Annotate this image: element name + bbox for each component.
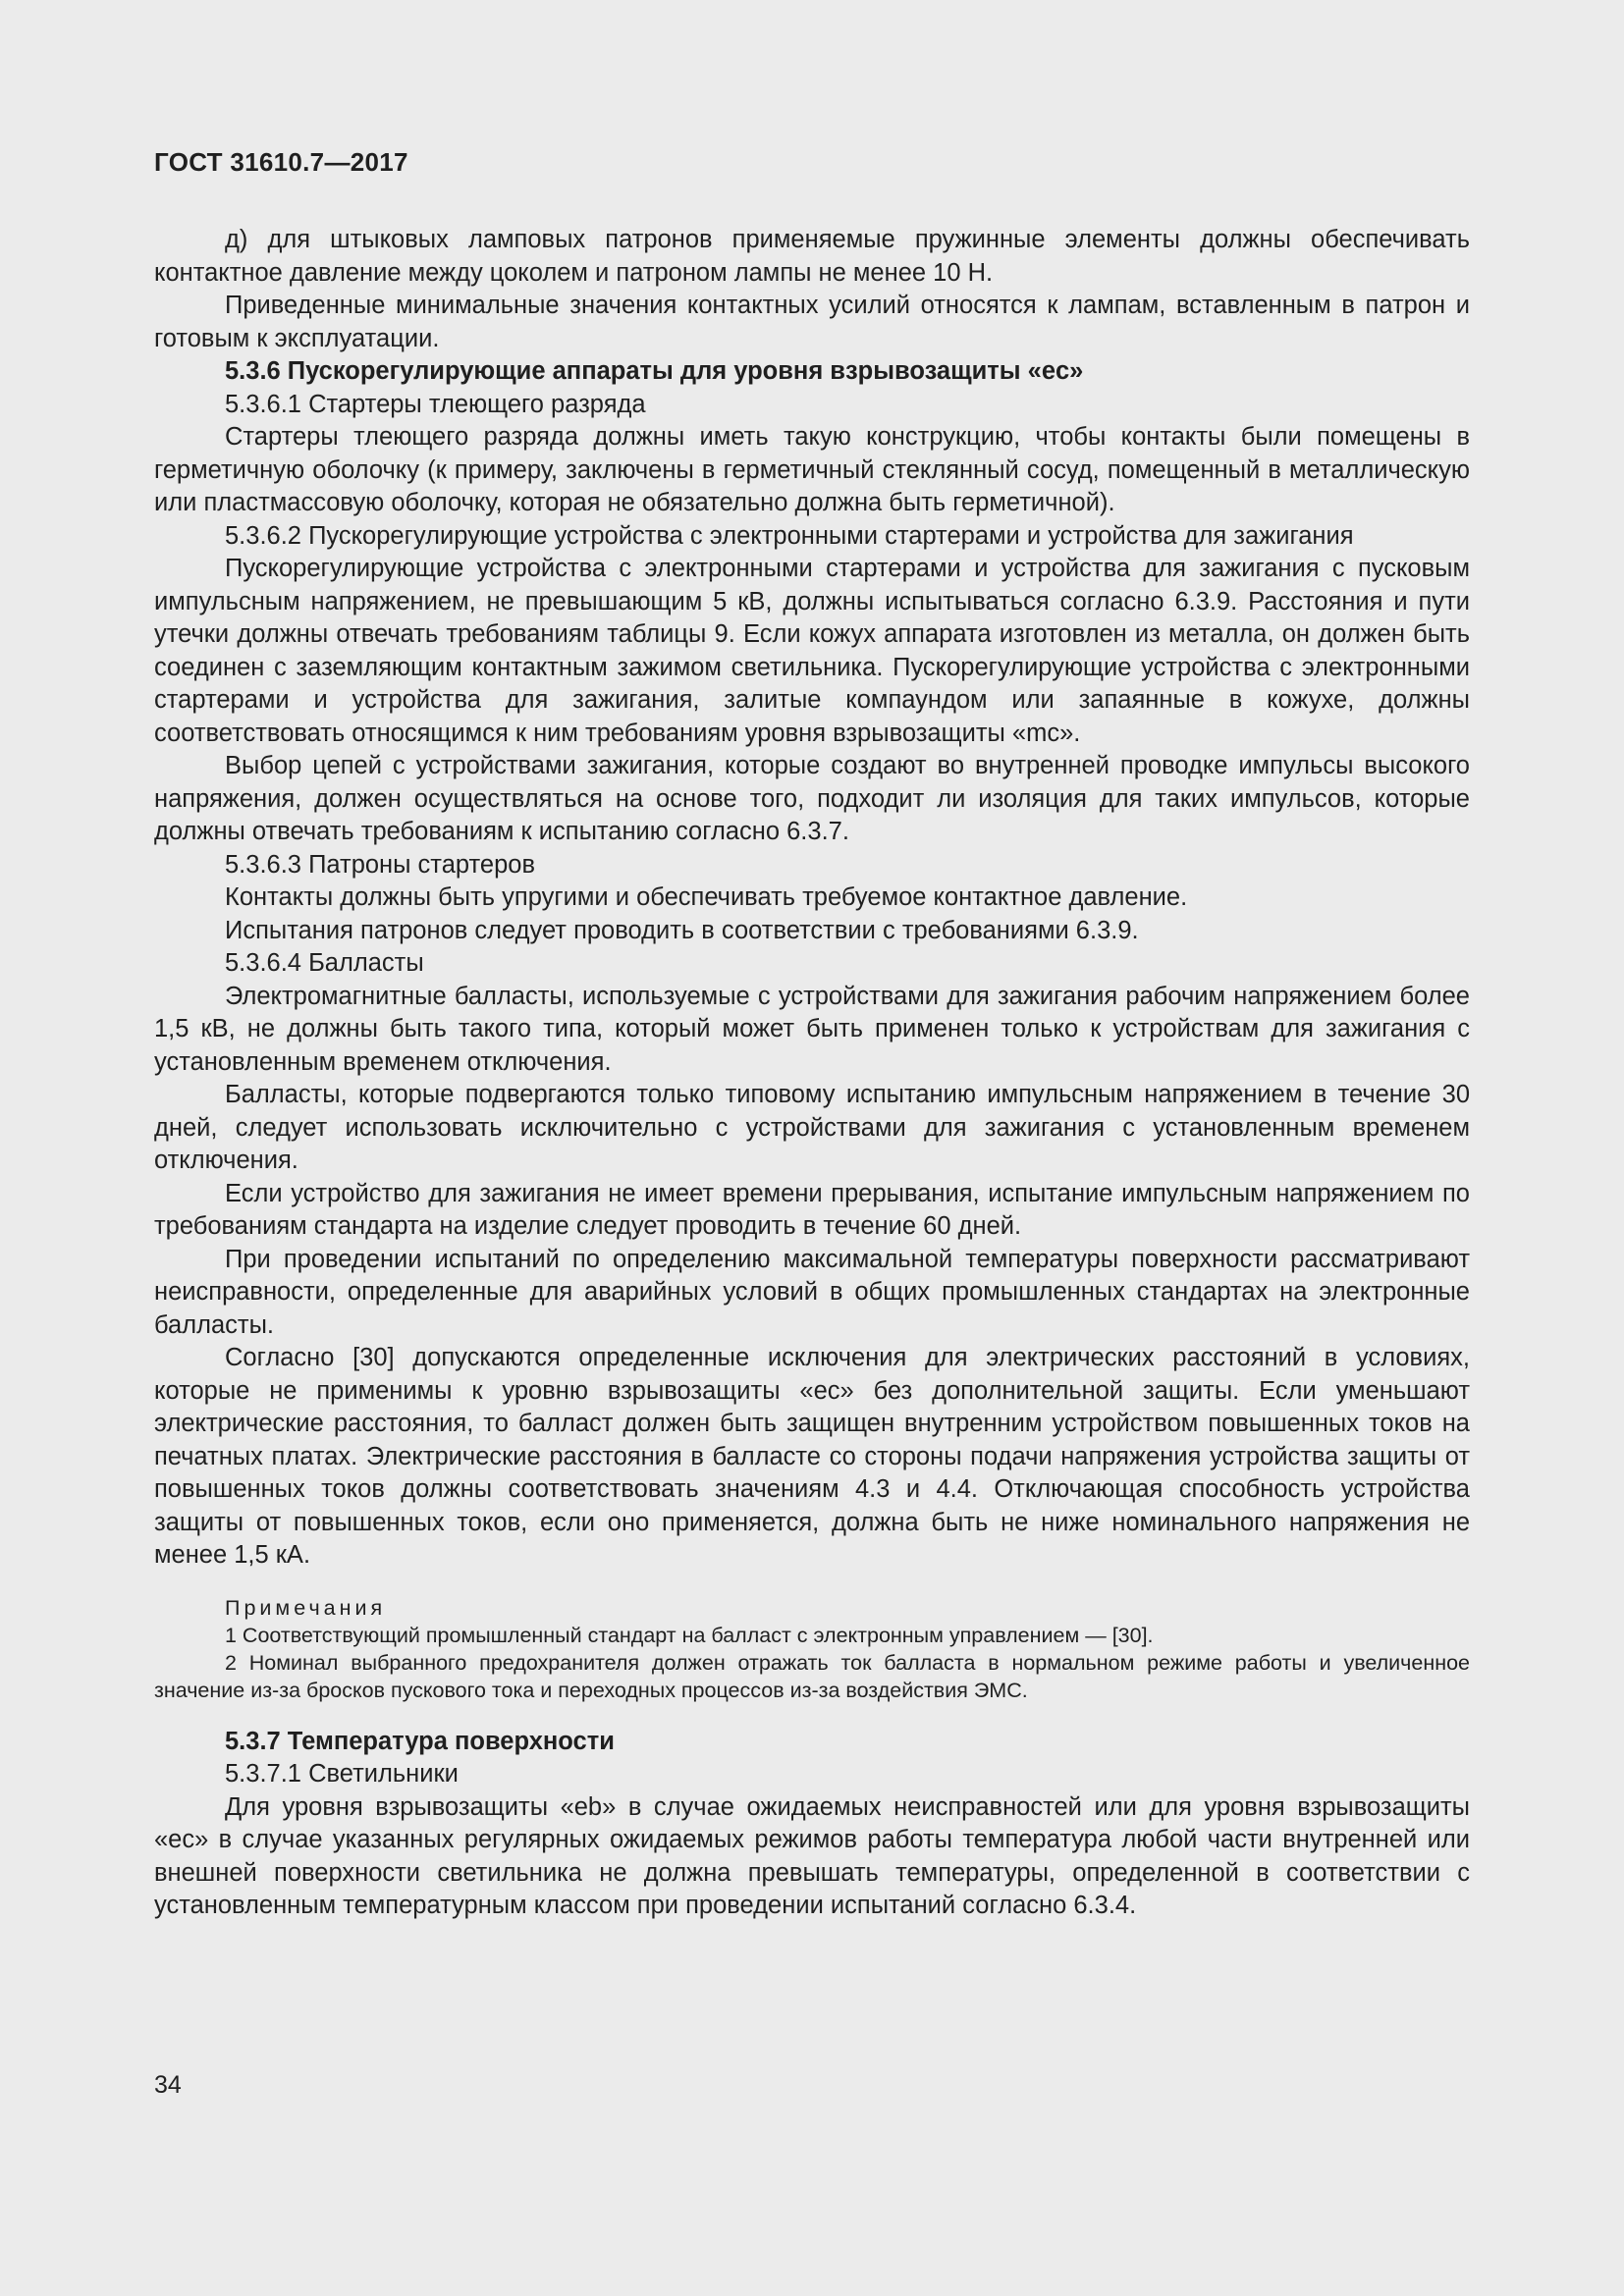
notes-title: Примечания [225, 1595, 387, 1620]
notes-block [154, 1594, 1470, 1704]
subsection-heading-5-3-6-1: 5.3.6.1 Стартеры тлеющего разряда [225, 390, 646, 418]
paragraph-holder-tests: Испытания патронов следует проводить в соответствии с требованиями 6.3.9. [225, 916, 1139, 944]
paragraph-electromagnetic-ballasts: Электромагнитные балласты, используемые с устройствами для зажигания рабочим напряжением более 1,5 кВ, не должны быть такого типа, который может быть применен только к устройствам для зажигания с установленным временем отключения. [154, 982, 1470, 1076]
note-item-1: 1 Соответствующий промышленный стандарт на балласт с электронным управлением — [30]. [225, 1623, 1154, 1647]
subsection-heading-5-3-6-4: 5.3.6.4 Балласты [225, 949, 424, 977]
subsection-heading-5-3-6-2: 5.3.6.2 Пускорегулирующие устройства с электронными стартерами и устройства для зажигания [225, 521, 1354, 550]
document-body [154, 224, 1470, 1923]
subsection-heading-5-3-7-1: 5.3.7.1 Светильники [225, 1760, 459, 1788]
paragraph-max-surface-temp-tests: При проведении испытаний по определению максимальной температуры поверхности рассматривают неисправности, определенные для аварийных условий в общих промышленных стандартах на электронные балласты. [154, 1245, 1470, 1339]
paragraph-clearance-exceptions: Согласно [30] допускаются определенные исключения для электрических расстояний в условиях, которые не применимы к уровню взрывозащиты «ec» без дополнительной защиты. Если уменьшают электрические расстояния, то балласт должен быть защищен внутренним устройством повышенных токов на печатных платах. Электрические расстояния в балласте со стороны подачи напряжения устройства защиты от повышенных токов должны соответствовать значениям 4.3 и 4.4. Отключающая способность устройства защиты от повышенных токов, если оно применяется, должна быть не ниже номинального напряжения не менее 1,5 кА. [154, 1344, 1470, 1569]
paragraph-luminaire-temperature: Для уровня взрывозащиты «eb» в случае ожидаемых неисправностей или для уровня взрывозащиты «ec» в случае указанных регулярных ожидаемых режимов работы температура любой части внутренней или внешней поверхности светильника не должна превышать температуры, определенной в соответствии с установленным температурным классом при проведении испытаний согласно 6.3.4. [154, 1792, 1470, 1919]
page-number: 34 [154, 2071, 182, 2099]
subsection-heading-5-3-6-3: 5.3.6.3 Патроны стартеров [225, 850, 535, 879]
note-item-2: 2 Номинал выбранного предохранителя должен отражать ток балласта в нормальном режиме работы и увеличенное значение из-за бросков пускового тока и переходных процессов из-за воздействия ЭМС. [154, 1650, 1470, 1702]
section-heading-5-3-6: 5.3.6 Пускорегулирующие аппараты для уровня взрывозащиты «ec» [225, 357, 1084, 385]
paragraph-d-bayonet-holders: д) для штыковых ламповых патронов применяемые пружинные элементы должны обеспечивать контактное давление между цоколем и патроном лампы не менее 10 Н. [154, 226, 1470, 287]
paragraph-starter-contacts: Контакты должны быть упругими и обеспечивать требуемое контактное давление. [225, 883, 1188, 911]
document-header: ГОСТ 31610.7—2017 [154, 147, 408, 177]
paragraph-ignition-circuits: Выбор цепей с устройствами зажигания, которые создают во внутренней проводке импульсы высокого напряжения, должен осуществляться на основе того, подходит ли изоляция для таких импульсов, которые должны отвечать требованиям к испытанию согласно 6.3.7. [154, 752, 1470, 845]
paragraph-ballast-impulse-test: Балласты, которые подвергаются только типовому испытанию импульсным напряжением в течение 30 дней, следует использовать исключительно с устройствами для зажигания с установленным временем отключения. [154, 1081, 1470, 1174]
paragraph-electronic-starters: Пускорегулирующие устройства с электронными стартерами и устройства для зажигания с пусковым импульсным напряжением, не превышающим 5 кВ, должны испытываться согласно 6.3.9. Расстояния и пути утечки должны отвечать требованиям таблицы 9. Если кожух аппарата изготовлен из металла, он должен быть соединен с заземляющим контактным зажимом светильника. Пускорегулирующие устройства с электронными стартерами и устройства для зажигания, залитые компаундом или запаянные в кожухе, должны соответствовать относящимся к ним требованиям уровня взрывозащиты «mc». [154, 555, 1470, 747]
paragraph-no-interrupt-time: Если устройство для зажигания не имеет времени прерывания, испытание импульсным напряжением по требованиям стандарта на изделие следует проводить в течение 60 дней. [154, 1179, 1470, 1240]
paragraph-contact-forces: Приведенные минимальные значения контактных усилий относятся к лампам, вставленным в патрон и готовым к эксплуатации. [154, 292, 1470, 352]
paragraph-glow-starters: Стартеры тлеющего разряда должны иметь такую конструкцию, чтобы контакты были помещены в герметичную оболочку (к примеру, заключены в герметичный стеклянный сосуд, помещенный в металлическую или пластмассовую оболочку, которая не обязательно должна быть герметичной). [154, 423, 1470, 516]
section-heading-5-3-7: 5.3.7 Температура поверхности [225, 1727, 615, 1755]
